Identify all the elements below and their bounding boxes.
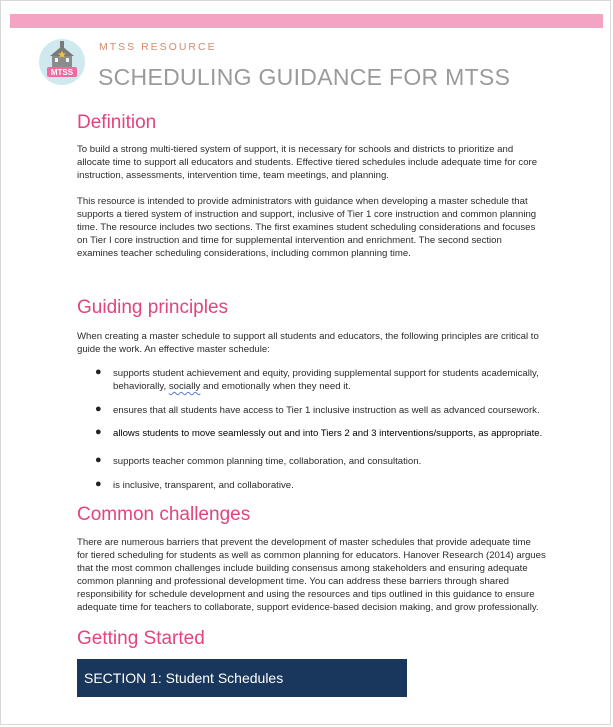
guiding-principles-heading: Guiding principles <box>77 297 229 318</box>
text-span: behaviorally, <box>113 381 169 392</box>
text-line: This resource is intended to provide administrators with guidance when developing a master schedule that <box>77 196 528 207</box>
definition-paragraph-2 <box>77 195 571 260</box>
bullet-icon: ● <box>95 454 102 466</box>
text-line: There are numerous barriers that prevent the development of master schedules that provide adequate time <box>77 537 531 548</box>
bullet-icon: ● <box>95 403 102 415</box>
text-line: To build a strong multi-tiered system of support, it is necessary for schools and districts to prioritize and <box>77 144 514 155</box>
text-line: guide the work. An effective master schedule: <box>77 344 270 355</box>
text-line: supports student achievement and equity, providing supplemental support for students academically, <box>113 368 539 379</box>
text-line: allocate time to support all educators and students. Effective tiered schedules include adequate time for core <box>77 157 538 168</box>
mtss-logo-icon <box>36 38 88 86</box>
resource-label: MTSS RESOURCE <box>99 41 217 53</box>
challenges-paragraph <box>77 536 571 614</box>
getting-started-heading: Getting Started <box>77 628 205 649</box>
text-line: common planning and professional development time. You can address these barriers through shared <box>77 576 509 587</box>
top-accent-bar <box>10 14 603 28</box>
text-line: instruction, assessments, intervention time, team meetings, and planning. <box>77 170 389 181</box>
spellcheck-flagged-word[interactable]: socially <box>168 381 201 392</box>
list-item-text: is inclusive, transparent, and collaborative. <box>113 480 294 491</box>
list-item <box>95 404 573 417</box>
list-item-text <box>113 367 573 393</box>
bullet-icon: ● <box>95 426 102 438</box>
list-item-text: supports teacher common planning time, collaboration, and consultation. <box>113 456 422 467</box>
text-line: When creating a master schedule to support all students and educators, the following principles are critical to <box>77 331 539 342</box>
guiding-intro-paragraph <box>77 330 571 356</box>
text-line: responsibility for schedule development and using the resources and tips outlined in this guidance to ensure <box>77 589 535 600</box>
text-line <box>113 380 573 393</box>
page-title: SCHEDULING GUIDANCE FOR MTSS <box>98 64 511 90</box>
list-item <box>95 367 573 393</box>
text-line: on Tier I core instruction and time for supplemental intervention and enrichment. The second section <box>77 235 502 246</box>
list-item-text: allows students to move seamlessly out and into Tiers 2 and 3 interventions/supports, as appropriate. <box>113 428 543 439</box>
common-challenges-heading: Common challenges <box>77 504 251 525</box>
bullet-icon: ● <box>95 478 102 490</box>
list-item <box>95 479 573 492</box>
text-line: adequate time for teachers to collaborate, support evidence-based decision making, and grow professionally. <box>77 602 539 613</box>
definition-paragraph-1 <box>77 143 571 182</box>
text-line: that the most common challenges include building consensus among stakeholders and ensuring adequate <box>77 563 528 574</box>
logo-text: MTSS <box>50 68 74 77</box>
text-line: time. The resource includes two sections. The first examines student scheduling considerations and focuses <box>77 222 536 233</box>
list-item <box>95 427 573 440</box>
list-item-text: ensures that all students have access to Tier 1 inclusive instruction as well as advanced coursework. <box>113 405 540 416</box>
text-line: supports a tiered system of instruction and support, inclusive of Tier 1 core instruction and common planning <box>77 209 537 220</box>
list-item <box>95 455 573 468</box>
text-line: examines teacher scheduling considerations, including common planning time. <box>77 248 411 259</box>
section-1-banner: SECTION 1: Student Schedules <box>77 659 407 697</box>
text-span: and emotionally when they need it. <box>200 381 351 392</box>
definition-heading: Definition <box>77 112 157 133</box>
text-line: for tiered scheduling for students as well as common planning for educators. Hanover Research (2014) argues <box>77 550 546 561</box>
bullet-icon: ● <box>95 366 102 378</box>
